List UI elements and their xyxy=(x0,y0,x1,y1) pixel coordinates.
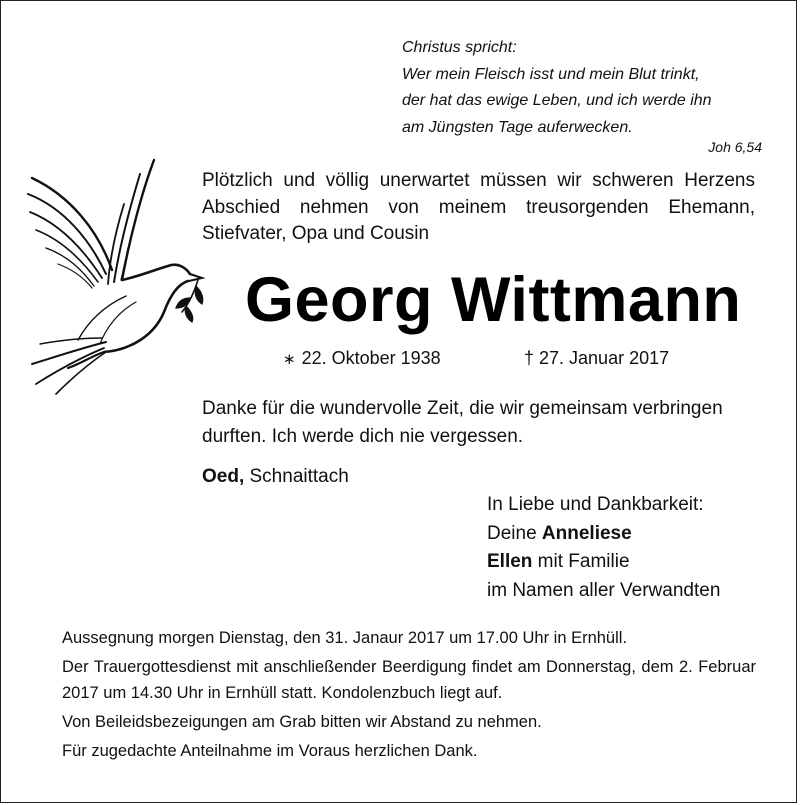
death-date-text: 27. Januar 2017 xyxy=(539,348,670,368)
signature-rest: mit Familie xyxy=(532,551,630,572)
quote-reference: Joh 6,54 xyxy=(708,139,762,155)
note-paragraph: Der Trauergottesdienst mit anschließender Beerdigung findet am Donnerstag, dem 2. Februar 2017 um 14.30 Uhr in Ernhüll statt. Kondolenzbuch liegt auf. xyxy=(62,658,756,702)
quote-line: Wer mein Fleisch isst und mein Blut trinkt, xyxy=(402,65,700,83)
signature-name: Ellen xyxy=(487,551,533,572)
deceased-name: Georg Wittmann xyxy=(245,265,742,335)
birth-symbol: ∗ xyxy=(283,351,296,368)
intro-text: Plötzlich und völlig unerwartet müssen wir schweren Herzens Abschied nehmen von meinem treusorgenden Ehemann, Stiefvater, Opa und Cousin xyxy=(202,170,755,244)
quote-line: Christus spricht: xyxy=(402,39,517,56)
cross-symbol: † xyxy=(524,348,535,368)
birth-date-text: 22. Oktober 1938 xyxy=(301,348,441,368)
note-paragraph: Aussegnung morgen Dienstag, den 31. Janaur 2017 um 17.00 Uhr in Ernhüll. xyxy=(62,629,628,647)
birth-date xyxy=(283,346,441,372)
place-bold: Oed, xyxy=(202,466,245,487)
signature-line: im Namen aller Verwandten xyxy=(487,579,721,601)
signature-name: Anneliese xyxy=(541,522,632,544)
signature-line xyxy=(487,520,720,549)
signature-prefix: Deine xyxy=(487,522,542,544)
note-paragraph: Von Beileidsbezeigungen am Grab bitten wir Abstand zu nehmen. xyxy=(62,713,542,731)
bible-quote xyxy=(402,35,762,157)
death-date xyxy=(524,346,669,370)
funeral-notes xyxy=(62,625,756,767)
signature-line xyxy=(487,548,720,577)
note-paragraph: Für zugedachte Anteilnahme im Voraus herzlichen Dank. xyxy=(62,742,478,760)
signature-block xyxy=(487,491,720,605)
quote-line: am Jüngsten Tage auferwecken. xyxy=(402,118,633,136)
thanks-text: Danke für die wundervolle Zeit, die wir gemeinsam verbringen durften. Ich werde dich nie vergessen. xyxy=(202,398,723,447)
place-rest: Schnaittach xyxy=(244,466,349,487)
quote-line: der hat das ewige Leben, und ich werde ihn xyxy=(402,92,712,109)
signature-line: In Liebe und Dankbarkeit: xyxy=(487,494,704,515)
place-line xyxy=(202,464,349,490)
